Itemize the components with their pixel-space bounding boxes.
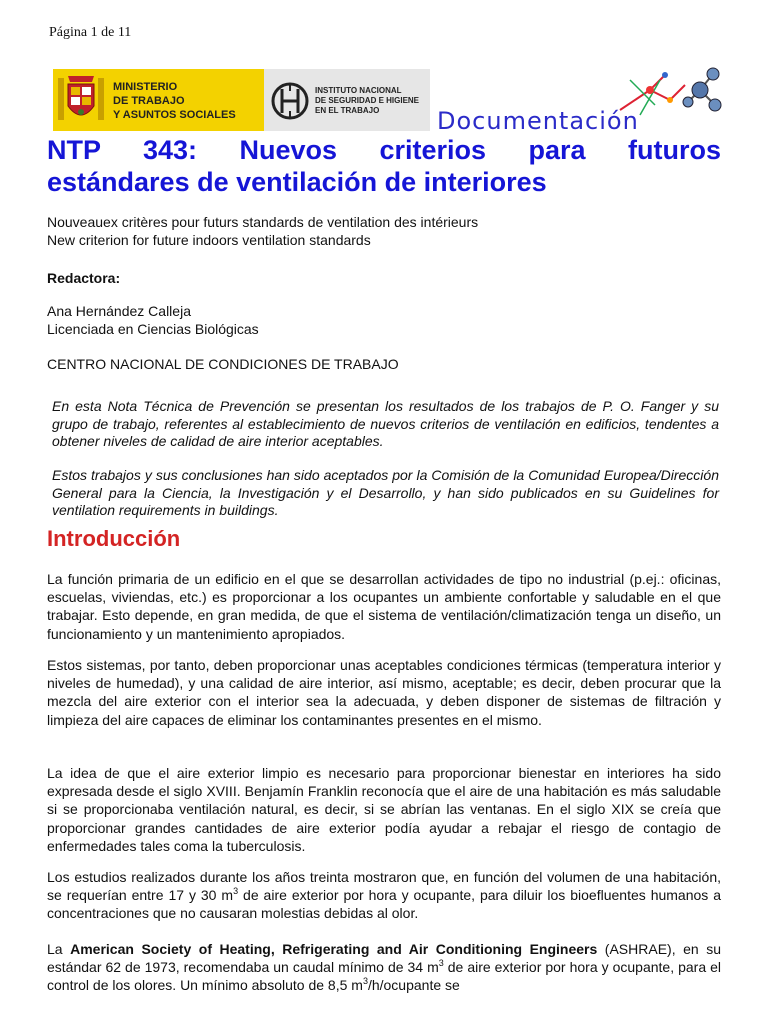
institute-name: INSTITUTO NACIONAL DE SEGURIDAD E HIGIENE EN EL TRABAJO (315, 86, 420, 115)
author-degree: Licenciada en Ciencias Biológicas (47, 321, 259, 337)
document-title (47, 134, 721, 198)
molecule-icon (610, 60, 730, 120)
organization-center: CENTRO NACIONAL DE CONDICIONES DE TRABAJO (47, 356, 399, 372)
ministry-name: MINISTERIO DE TRABAJO Y ASUNTOS SOCIALES (113, 81, 236, 121)
body-paragraph-5: La American Society of Heating, Refrigerating and Air Conditioning Engineers (ASHRAE), en su estándar 62 de 1973, recomendaba un caudal mínimo de 34 $m^3$ de aire exterior por hora y ocupante, para el control de los olores. Un mínimo absoluto de 8,5 $m^3/h$/ocupante se (47, 941, 722, 994)
body-paragraph-1: La función primaria de un edificio en el que se desarrollan actividades de tipo no industrial (p.ej.: oficinas, escuelas, viviendas, etc.) es proporcionar a los ocupantes un ambiente confortable y saludable en el que trabajar. Esto depende, en gran medida, de que el sistema de ventilación/climatización tenga un diseño, un funcionamiento y un mantenimiento apropiados. (47, 571, 721, 642)
body-paragraph-4: Los estudios realizados durante los años treinta mostraron que, en función del volumen de una habitación, se requerían entre 17 y 30 $m^3$ de aire exterior por hora y ocupante, para diluir los bioefluentes humanos a concentraciones que no causaran molestias debidas al olor. (47, 869, 722, 922)
body-paragraph-3: La idea de que el aire exterior limpio es necesario para proporcionar bienestar en interiores ha sido expresada desde el siglo XVIII. Benjamín Franklin reconocía que el aire de una habitación es más saludable si se proporcionaba ventilación natural, es decir, si se abrían las ventanas. En el siglo XIX se creía que proporcionar grandes cantidades de aire exterior podía ayudar a rebajar el riesgo de contagio de enfermedades tales coma la tuberculosis. (47, 765, 721, 854)
subtitle-english: New criterion for future indoors ventilation standards (47, 232, 371, 248)
author-label: Redactora: (47, 270, 121, 286)
title-line-1: NTP 343: Nuevos criterios para futuros (47, 135, 721, 165)
ashrae-name: American Society of Heating, Refrigerating and Air Conditioning Engineers (70, 941, 598, 957)
abstract-paragraph-2: Estos trabajos y sus conclusiones han sido aceptados por la Comisión de la Comunidad Europea/Dirección General para la Ciencia, la Investigación y el Desarrollo, y han sido publicados en su Guidelines for ventilation requirements in buildings. (52, 467, 719, 518)
subtitle-french: Nouveauex critères pour futurs standards de ventilation des intérieurs (47, 214, 479, 230)
author-name: Ana Hernández Calleja (47, 303, 191, 319)
coat-of-arms-icon (56, 72, 106, 128)
ministry-logo (53, 69, 264, 131)
section-heading: Introducción (47, 526, 181, 551)
title-line-2: estándares de ventilación de interiores (47, 167, 547, 197)
author-info (47, 302, 721, 338)
abstract-paragraph-1: En esta Nota Técnica de Prevención se presentan los resultados de los trabajos de P. O. Fanger y su grupo de trabajo, referentes al establecimiento de nuevos criterios de ventilación en edificios, tendentes a obtener niveles de calidad de aire interior aceptables. (52, 398, 719, 449)
documentation-brand: Documentación (437, 107, 639, 135)
alternate-titles (47, 213, 721, 249)
page-number: Página 1 de 11 (49, 25, 132, 40)
insht-logo-icon (270, 79, 310, 123)
body-paragraph-2: Estos sistemas, por tanto, deben proporcionar unas aceptables condiciones térmicas (temperatura interior y niveles de humedad), y una calidad de aire interior, así mismo, aceptable; es decir, deben procurar que la mezcla del aire exterior con el interior sea la adecuada, y deben disponer de sistemas de filtración y limpieza del aire capaces de eliminar los contaminantes presentes en el mismo. (47, 657, 721, 728)
